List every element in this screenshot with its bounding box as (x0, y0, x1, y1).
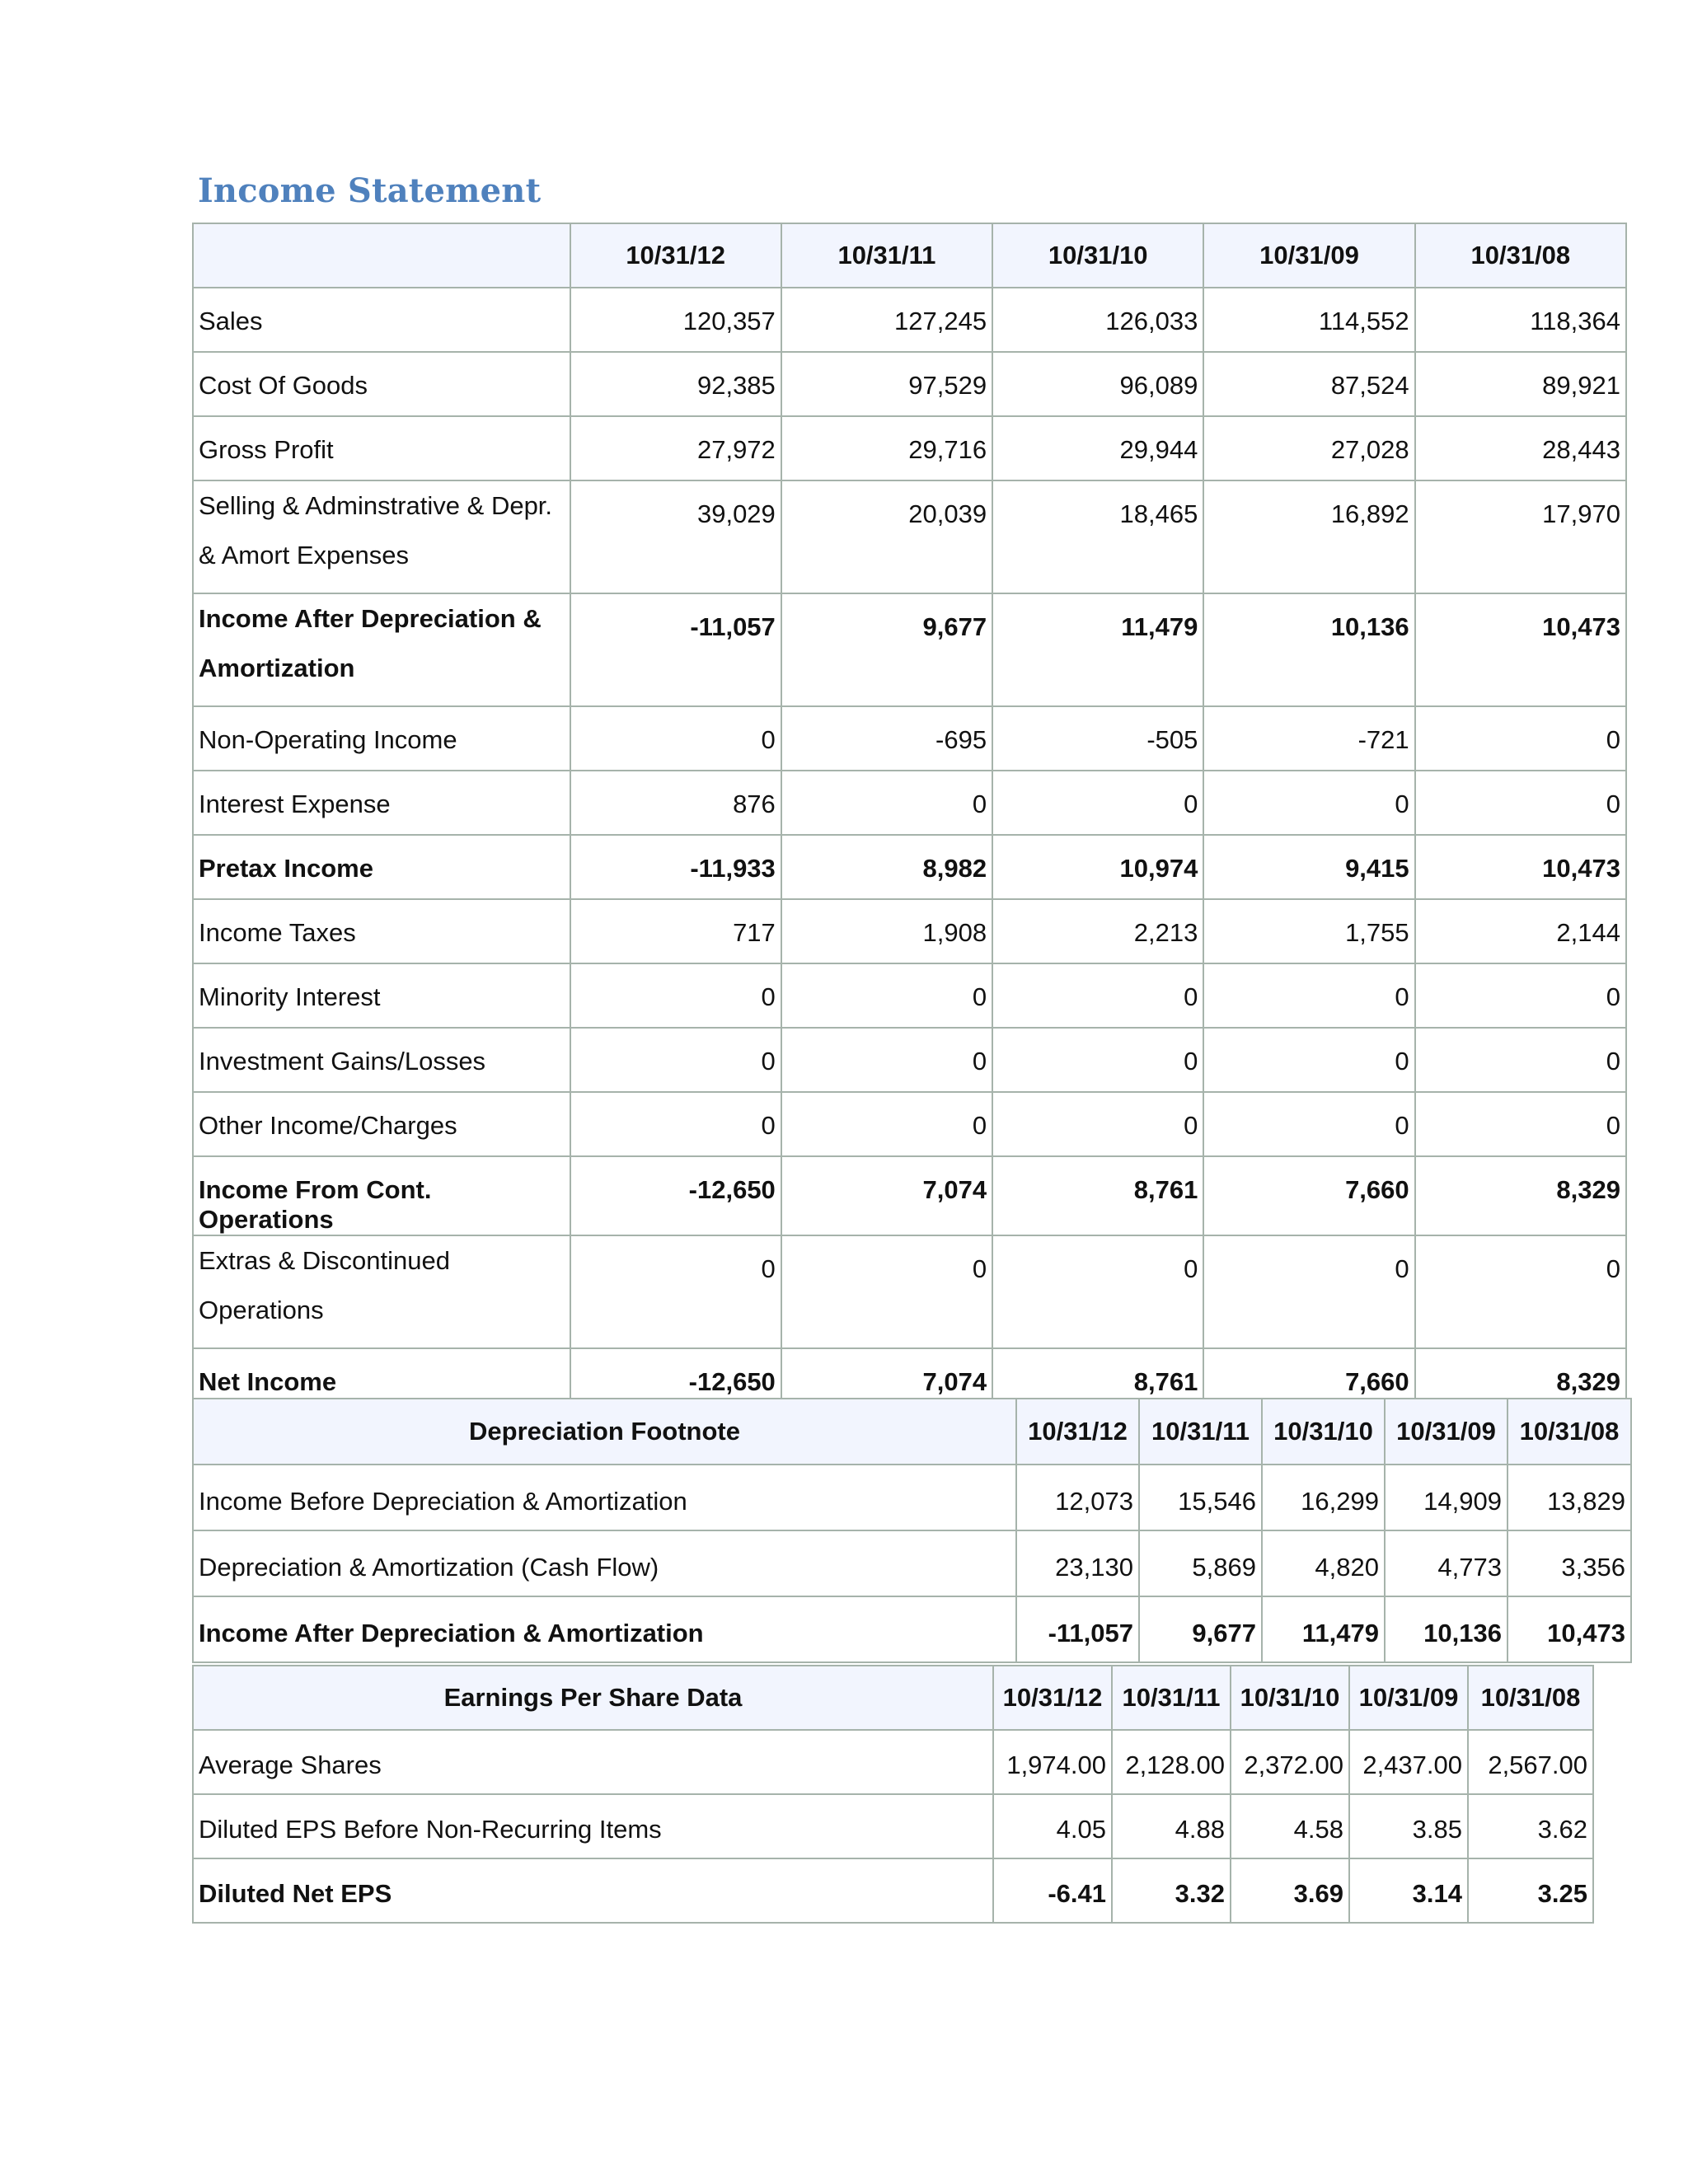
value-cell: 10,473 (1415, 835, 1626, 899)
value-cell: 8,329 (1415, 1348, 1626, 1413)
row-depreciation-cash-flow (193, 1530, 1631, 1596)
value-cell: 96,089 (992, 352, 1203, 416)
value-cell: 9,677 (781, 593, 992, 706)
row-label: Income Taxes (193, 899, 570, 963)
value-cell: -6.41 (993, 1858, 1112, 1923)
row-label: Sales (193, 288, 570, 352)
row-gross-profit (193, 416, 1626, 480)
depreciation-footnote-table (192, 1398, 1632, 1663)
value-cell: 8,982 (781, 835, 992, 899)
value-cell: 17,970 (1415, 480, 1626, 593)
value-cell: 27,972 (570, 416, 781, 480)
row-label: Investment Gains/Losses (193, 1028, 570, 1092)
value-cell: 12,073 (1016, 1465, 1139, 1530)
value-cell: 16,299 (1262, 1465, 1385, 1530)
value-cell: 118,364 (1415, 288, 1626, 352)
row-label: Extras & Discontinued Operations (193, 1235, 570, 1348)
value-cell: 11,479 (1262, 1596, 1385, 1662)
header-row (193, 1666, 1593, 1730)
corner-cell (193, 223, 570, 288)
value-cell: 2,567.00 (1468, 1730, 1593, 1794)
value-cell: -11,057 (570, 593, 781, 706)
period-header: 10/31/08 (1468, 1666, 1593, 1730)
value-cell: 0 (1415, 963, 1626, 1028)
period-header: 10/31/11 (781, 223, 992, 288)
row-label: Gross Profit (193, 416, 570, 480)
value-cell: 0 (992, 1235, 1203, 1348)
value-cell: 8,761 (992, 1156, 1203, 1235)
value-cell: -11,057 (1016, 1596, 1139, 1662)
row-label: Diluted EPS Before Non-Recurring Items (193, 1794, 993, 1858)
value-cell: 2,128.00 (1112, 1730, 1231, 1794)
row-pretax-income (193, 835, 1626, 899)
value-cell: 120,357 (570, 288, 781, 352)
value-cell: 0 (1415, 1028, 1626, 1092)
period-header: 10/31/09 (1203, 223, 1414, 288)
value-cell: 0 (781, 1092, 992, 1156)
value-cell: 0 (992, 1092, 1203, 1156)
value-cell: -12,650 (570, 1156, 781, 1235)
row-label: Net Income (193, 1348, 570, 1413)
row-label: Income After Depreciation & Amortization (193, 593, 570, 706)
row-diluted-net-eps (193, 1858, 1593, 1923)
row-income-after-depreciation (193, 593, 1626, 706)
value-cell: 3.25 (1468, 1858, 1593, 1923)
page-title: Income Statement (198, 171, 542, 210)
value-cell: 7,074 (781, 1156, 992, 1235)
value-cell: 29,716 (781, 416, 992, 480)
value-cell: 0 (992, 771, 1203, 835)
value-cell: 3.62 (1468, 1794, 1593, 1858)
row-label: Cost Of Goods (193, 352, 570, 416)
value-cell: 97,529 (781, 352, 992, 416)
value-cell: 0 (992, 1028, 1203, 1092)
value-cell: 10,473 (1415, 593, 1626, 706)
value-cell: 4,773 (1385, 1530, 1507, 1596)
value-cell: 8,329 (1415, 1156, 1626, 1235)
row-interest-expense (193, 771, 1626, 835)
row-income-before-depreciation (193, 1465, 1631, 1530)
value-cell: 876 (570, 771, 781, 835)
value-cell: 10,974 (992, 835, 1203, 899)
income-statement-table (192, 223, 1627, 1413)
period-header: 10/31/10 (1231, 1666, 1349, 1730)
value-cell: 9,677 (1139, 1596, 1262, 1662)
value-cell: 0 (1415, 1092, 1626, 1156)
value-cell: 0 (1203, 1092, 1414, 1156)
header-row (193, 223, 1626, 288)
period-header: 10/31/08 (1507, 1399, 1631, 1465)
period-header: 10/31/12 (1016, 1399, 1139, 1465)
row-minority-interest (193, 963, 1626, 1028)
value-cell: -721 (1203, 706, 1414, 771)
value-cell: 0 (781, 771, 992, 835)
value-cell: 0 (1415, 771, 1626, 835)
value-cell: 92,385 (570, 352, 781, 416)
value-cell: 39,029 (570, 480, 781, 593)
value-cell: 10,136 (1203, 593, 1414, 706)
value-cell: 126,033 (992, 288, 1203, 352)
section-header: Earnings Per Share Data (193, 1666, 993, 1730)
value-cell: 4.05 (993, 1794, 1112, 1858)
value-cell: 0 (570, 1028, 781, 1092)
row-label: Average Shares (193, 1730, 993, 1794)
row-diluted-eps-before-non-recurring (193, 1794, 1593, 1858)
value-cell: 23,130 (1016, 1530, 1139, 1596)
value-cell: 1,974.00 (993, 1730, 1112, 1794)
value-cell: 27,028 (1203, 416, 1414, 480)
value-cell: 14,909 (1385, 1465, 1507, 1530)
row-label: Selling & Adminstrative & Depr. & Amort Expenses (193, 480, 570, 593)
period-header: 10/31/09 (1385, 1399, 1507, 1465)
value-cell: 18,465 (992, 480, 1203, 593)
value-cell: 0 (1415, 706, 1626, 771)
period-header: 10/31/08 (1415, 223, 1626, 288)
value-cell: 7,660 (1203, 1348, 1414, 1413)
value-cell: 10,136 (1385, 1596, 1507, 1662)
value-cell: 0 (1203, 1235, 1414, 1348)
period-header: 10/31/09 (1349, 1666, 1468, 1730)
value-cell: -505 (992, 706, 1203, 771)
value-cell: 1,908 (781, 899, 992, 963)
value-cell: 0 (992, 963, 1203, 1028)
value-cell: 2,213 (992, 899, 1203, 963)
value-cell: 2,372.00 (1231, 1730, 1349, 1794)
value-cell: 16,892 (1203, 480, 1414, 593)
value-cell: 7,074 (781, 1348, 992, 1413)
value-cell: 2,144 (1415, 899, 1626, 963)
value-cell: 0 (570, 706, 781, 771)
value-cell: 3.69 (1231, 1858, 1349, 1923)
row-label: Minority Interest (193, 963, 570, 1028)
value-cell: 127,245 (781, 288, 992, 352)
row-extras-discontinued (193, 1235, 1626, 1348)
value-cell: 0 (1203, 963, 1414, 1028)
period-header: 10/31/11 (1112, 1666, 1231, 1730)
period-header: 10/31/12 (570, 223, 781, 288)
value-cell: 28,443 (1415, 416, 1626, 480)
value-cell: 2,437.00 (1349, 1730, 1468, 1794)
value-cell: 0 (1203, 1028, 1414, 1092)
value-cell: 9,415 (1203, 835, 1414, 899)
row-label: Income From Cont. Operations (193, 1156, 570, 1235)
value-cell: 15,546 (1139, 1465, 1262, 1530)
row-income-taxes (193, 899, 1626, 963)
value-cell: 89,921 (1415, 352, 1626, 416)
value-cell: 4.88 (1112, 1794, 1231, 1858)
row-label: Interest Expense (193, 771, 570, 835)
value-cell: 717 (570, 899, 781, 963)
value-cell: 114,552 (1203, 288, 1414, 352)
value-cell: 7,660 (1203, 1156, 1414, 1235)
value-cell: 3,356 (1507, 1530, 1631, 1596)
section-header: Depreciation Footnote (193, 1399, 1016, 1465)
value-cell: 0 (781, 963, 992, 1028)
row-label: Non-Operating Income (193, 706, 570, 771)
earnings-per-share-table (192, 1665, 1594, 1924)
period-header: 10/31/10 (1262, 1399, 1385, 1465)
value-cell: 0 (570, 1092, 781, 1156)
value-cell: 1,755 (1203, 899, 1414, 963)
value-cell: 0 (781, 1235, 992, 1348)
row-investment-gains-losses (193, 1028, 1626, 1092)
row-sales (193, 288, 1626, 352)
value-cell: 0 (570, 963, 781, 1028)
row-selling-admin-expenses (193, 480, 1626, 593)
row-label: Income Before Depreciation & Amortization (193, 1465, 1016, 1530)
row-non-operating-income (193, 706, 1626, 771)
period-header: 10/31/11 (1139, 1399, 1262, 1465)
value-cell: 87,524 (1203, 352, 1414, 416)
row-income-from-cont-operations (193, 1156, 1626, 1235)
period-header: 10/31/10 (992, 223, 1203, 288)
row-label: Income After Depreciation & Amortization (193, 1596, 1016, 1662)
row-label: Diluted Net EPS (193, 1858, 993, 1923)
value-cell: -12,650 (570, 1348, 781, 1413)
header-row (193, 1399, 1631, 1465)
value-cell: 3.14 (1349, 1858, 1468, 1923)
value-cell: 0 (1415, 1235, 1626, 1348)
row-cost-of-goods (193, 352, 1626, 416)
value-cell: -11,933 (570, 835, 781, 899)
value-cell: 20,039 (781, 480, 992, 593)
value-cell: 0 (781, 1028, 992, 1092)
value-cell: 0 (1203, 771, 1414, 835)
value-cell: 29,944 (992, 416, 1203, 480)
value-cell: 3.32 (1112, 1858, 1231, 1923)
value-cell: 8,761 (992, 1348, 1203, 1413)
row-label: Depreciation & Amortization (Cash Flow) (193, 1530, 1016, 1596)
row-other-income-charges (193, 1092, 1626, 1156)
row-average-shares (193, 1730, 1593, 1794)
row-income-after-depreciation (193, 1596, 1631, 1662)
value-cell: 10,473 (1507, 1596, 1631, 1662)
row-label: Pretax Income (193, 835, 570, 899)
value-cell: -695 (781, 706, 992, 771)
period-header: 10/31/12 (993, 1666, 1112, 1730)
value-cell: 4.58 (1231, 1794, 1349, 1858)
value-cell: 11,479 (992, 593, 1203, 706)
value-cell: 13,829 (1507, 1465, 1631, 1530)
value-cell: 0 (570, 1235, 781, 1348)
value-cell: 3.85 (1349, 1794, 1468, 1858)
row-label: Other Income/Charges (193, 1092, 570, 1156)
value-cell: 5,869 (1139, 1530, 1262, 1596)
value-cell: 4,820 (1262, 1530, 1385, 1596)
